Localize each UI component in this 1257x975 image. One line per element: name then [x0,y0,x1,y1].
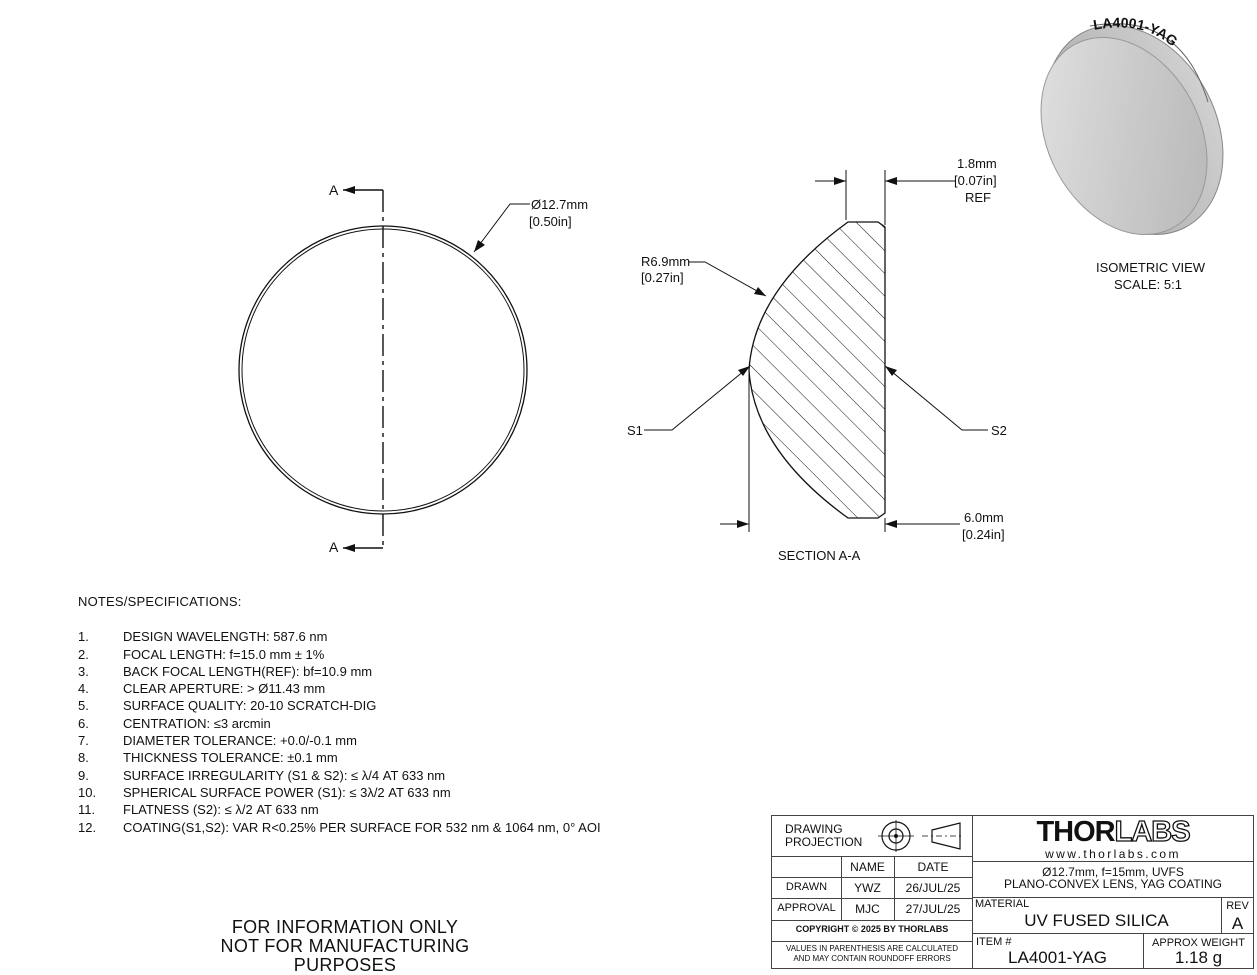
thorlabs-logo [972,817,1254,847]
col-name-header: NAME [850,860,885,874]
values-note-line-1: VALUES IN PARENTHESIS ARE CALCULATED [785,944,959,953]
note-text: COATING(S1,S2): VAR R<0.25% PER SURFACE FOR 532 nm & 1064 nm, 0° AOI [123,819,601,835]
note-text: CENTRATION: ≤3 arcmin [123,715,271,731]
description-line-1: Ø12.7mm, f=15mm, UVFS [1042,865,1184,879]
rev-label: REV [1226,900,1249,912]
material-label: MATERIAL [975,898,1030,910]
description-line-2: PLANO-CONVEX LENS, YAG COATING [1003,877,1223,891]
drawing-projection-line-1: DRAWING [785,822,843,836]
approval-date: 27/JUL/25 [905,902,961,916]
note-text: BACK FOCAL LENGTH(REF): bf=10.9 mm [123,663,373,679]
material-value: UV FUSED SILICA [1024,911,1169,930]
col-date-header: DATE [917,860,949,874]
engraving-text-path: LA4001-YAG [1092,14,1181,50]
s1-label: S1 [627,423,643,438]
tb-hline [772,941,972,942]
edge-dim-arrowhead-right [885,177,897,185]
note-item [78,749,601,766]
note-number: 11. [78,802,96,818]
front-view [239,182,588,555]
note-number: 8. [78,750,89,766]
note-number: 2. [78,646,89,662]
isometric-caption: ISOMETRIC VIEW [1096,260,1206,275]
note-number: 9. [78,767,89,783]
ct-arrowhead-right [885,520,897,528]
tb-hline [772,920,972,921]
note-text: THICKNESS TOLERANCE: ±0.1 mm [123,750,338,766]
lens-cross-section [749,222,885,518]
website: www.thorlabs.com [1045,847,1181,861]
note-item [78,767,601,784]
note-number: 1. [78,629,89,645]
ct-arrowhead-left [737,520,749,528]
weight-value: 1.18 g [1174,948,1223,967]
tb-hline [972,933,1254,934]
note-item [78,663,601,680]
note-text: CLEAR APERTURE: > Ø11.43 mm [123,681,326,697]
note-item [78,801,601,818]
notes-specifications [78,593,601,836]
drawing-projection-label [785,823,862,849]
s2-leader [885,366,988,430]
edge-thickness-mm: 1.8mm [957,156,997,171]
edge-thickness-in: [0.07in] [954,173,997,188]
note-number: 4. [78,681,89,697]
note-item [78,819,601,836]
section-label-top: A [329,182,339,198]
values-note-line-2: AND MAY CONTAIN ROUNDOFF ERRORS [793,954,951,963]
radius-mm-label: R6.9mm [641,254,691,269]
note-text: DIAMETER TOLERANCE: +0.0/-0.1 mm [123,733,357,749]
edge-dim-arrowhead-left [834,177,846,185]
section-view [627,156,1007,563]
third-angle-projection-icon [878,820,962,852]
item-number: LA4001-YAG [1008,948,1107,967]
note-text: FOCAL LENGTH: f=15.0 mm ± 1% [123,646,325,662]
diameter-in-label: [0.50in] [529,214,572,229]
copyright-notice: COPYRIGHT © 2025 BY THORLABS [795,924,949,934]
radius-arrowhead [754,287,766,296]
notes-title: NOTES/SPECIFICATIONS: [78,594,242,609]
tb-hline [772,856,972,857]
disclaimer-line-2: NOT FOR MANUFACTURING PURPOSES [220,936,470,975]
section-label-bottom: A [329,539,339,555]
note-item [78,628,601,645]
disclaimer-line-1: FOR INFORMATION ONLY [231,917,459,937]
note-text: SURFACE IRREGULARITY (S1 & S2): ≤ λ/4 AT 633 nm [123,767,446,783]
item-label: ITEM # [976,936,1012,948]
note-number: 5. [78,698,89,714]
note-item [78,646,601,663]
note-item [78,732,601,749]
tb-hline [972,861,1254,862]
section-arrowhead-top [343,186,355,194]
s1-leader [644,366,750,430]
note-number: 3. [78,663,89,679]
tb-hline [772,877,972,878]
note-number: 12. [78,819,97,835]
note-item [78,697,601,714]
center-thickness-in: [0.24in] [962,527,1005,542]
disclaimer [170,918,520,975]
diameter-mm-label: Ø12.7mm [531,197,589,212]
diameter-arrowhead [474,240,485,252]
note-text: DESIGN WAVELENGTH: 587.6 nm [123,629,328,645]
radius-in-label: [0.27in] [641,270,684,285]
rev-value: A [1231,914,1244,933]
edge-thickness-ref: REF [965,190,991,205]
center-thickness-mm: 6.0mm [964,510,1004,525]
note-item [78,680,601,697]
approval-label: APPROVAL [777,902,836,914]
note-text: FLATNESS (S2): ≤ λ/2 AT 633 nm [123,802,319,818]
logo-labs: LABS [1114,816,1190,848]
section-caption: SECTION A-A [778,548,861,563]
note-item [78,784,601,801]
isometric-view [1008,0,1257,292]
note-number: 7. [78,733,89,749]
isometric-scale: SCALE: 5:1 [1114,277,1182,292]
s2-label: S2 [991,423,1007,438]
note-text: SPHERICAL SURFACE POWER (S1): ≤ 3λ/2 AT 633 nm [123,784,451,800]
tb-hline [772,898,972,899]
note-number: 6. [78,715,89,731]
note-number: 10. [78,784,97,800]
drawing-projection-line-2: PROJECTION [785,835,863,849]
part-description [972,866,1254,890]
radius-leader [689,262,766,296]
title-block [771,815,1254,969]
drawn-date: 26/JUL/25 [905,881,961,895]
drawn-label: DRAWN [785,881,828,893]
note-item [78,715,601,732]
logo-thor: THOR [1036,816,1115,848]
note-text: SURFACE QUALITY: 20-10 SCRATCH-DIG [123,698,377,714]
weight-label: APPROX WEIGHT [1152,937,1245,949]
drawn-name: YWZ [854,881,881,895]
approval-name: MJC [855,902,880,916]
section-arrowhead-bottom [343,544,355,552]
values-note [772,944,972,964]
